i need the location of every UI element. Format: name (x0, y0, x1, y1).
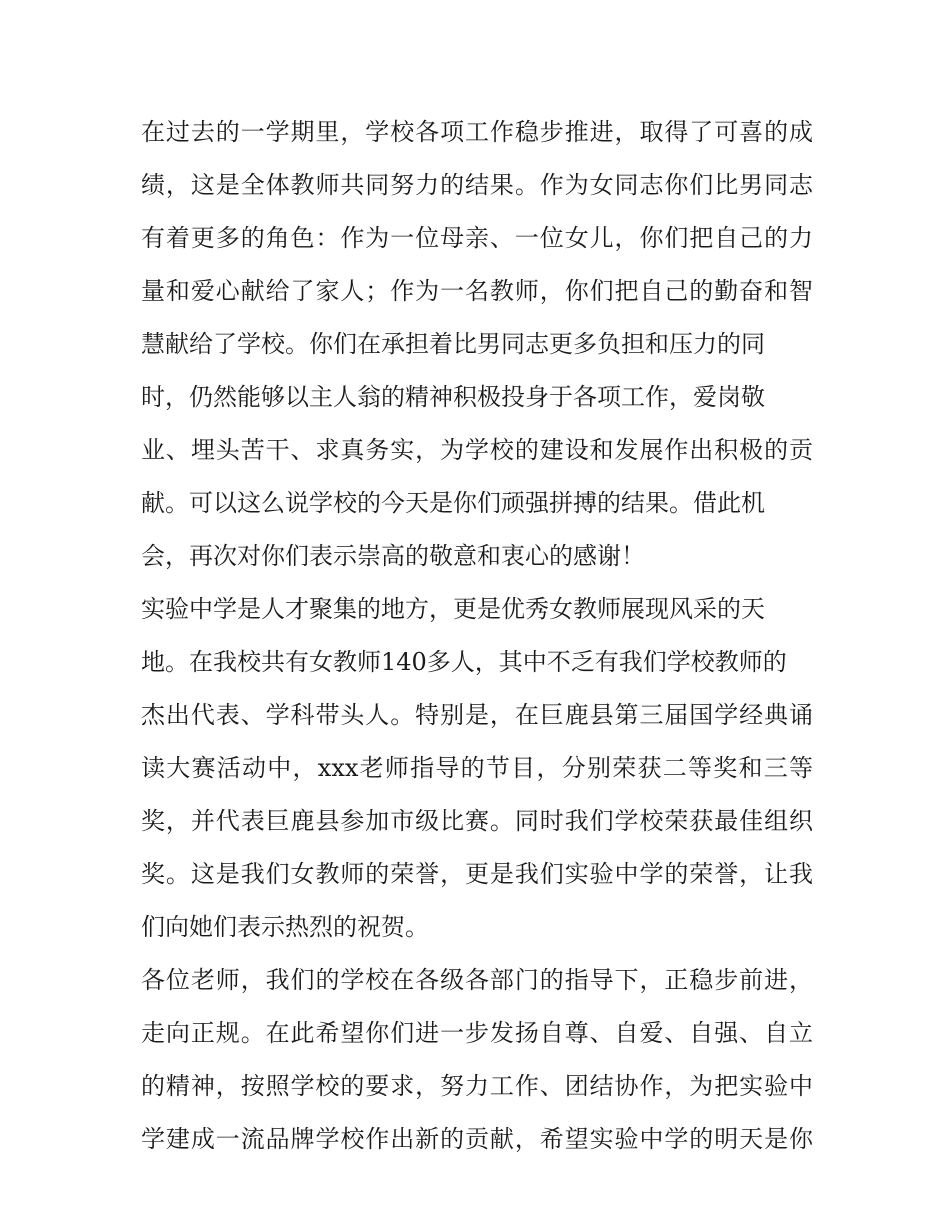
text-line: 业、埋头苦干、求真务实，为学校的建设和发展作出积极的贡 (141, 436, 813, 464)
paragraph-1 (141, 106, 813, 583)
paragraph-3 (141, 954, 813, 1166)
text-line: 地。在我校共有女教师140多人，其中不乏有我们学校教师的 (141, 648, 787, 676)
text-line: 实验中学是人才聚集的地方，更是优秀女教师展现风采的天 (141, 595, 765, 623)
document-body (141, 106, 813, 1166)
text-line: 时，仍然能够以主人翁的精神积极投身于各项工作，爱岗敬 (141, 383, 765, 411)
text-line: 读大赛活动中，xxx老师指导的节目，分别荣获二等奖和三等 (141, 754, 813, 782)
text-line: 献。可以这么说学校的今天是你们顽强拼搏的结果。借此机 (141, 489, 765, 517)
text-line: 们向她们表示热烈的祝贺。 (141, 913, 429, 941)
text-line: 绩，这是全体教师共同努力的结果。作为女同志你们比男同志 (141, 171, 813, 199)
paragraph-2 (141, 583, 813, 954)
text-line: 奖。这是我们女教师的荣誉，更是我们实验中学的荣誉，让我 (141, 860, 813, 888)
text-line: 量和爱心献给了家人；作为一名教师，你们把自己的勤奋和智 (141, 277, 813, 305)
text-line: 学建成一流品牌学校作出新的贡献，希望实验中学的明天是你 (141, 1125, 813, 1153)
text-line: 会，再次对你们表示崇高的敬意和衷心的感谢！ (141, 542, 645, 570)
text-line: 杰出代表、学科带头人。特别是，在巨鹿县第三届国学经典诵 (141, 701, 813, 729)
text-line: 各位老师，我们的学校在各级各部门的指导下，正稳步前进， (141, 966, 813, 994)
text-line: 慧献给了学校。你们在承担着比男同志更多负担和压力的同 (141, 330, 765, 358)
text-line: 走向正规。在此希望你们进一步发扬自尊、自爱、自强、自立 (141, 1019, 813, 1047)
text-line: 的精神，按照学校的要求，努力工作、团结协作，为把实验中 (141, 1072, 813, 1100)
text-line: 有着更多的角色：作为一位母亲、一位女儿，你们把自己的力 (141, 224, 813, 252)
text-line: 在过去的一学期里，学校各项工作稳步推进，取得了可喜的成 (141, 118, 813, 146)
text-line: 奖，并代表巨鹿县参加市级比赛。同时我们学校荣获最佳组织 (141, 807, 813, 835)
